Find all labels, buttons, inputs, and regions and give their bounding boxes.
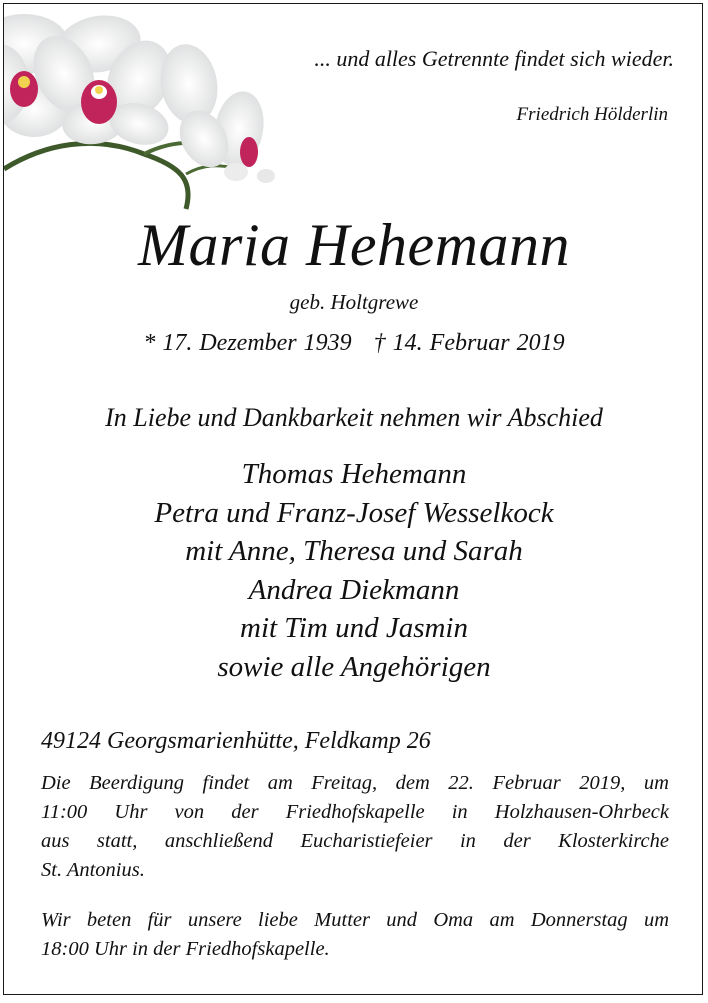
farewell-line: In Liebe und Dankbarkeit nehmen wir Abschied (105, 403, 603, 432)
funeral-notice (41, 769, 669, 885)
death-date: † 14. Februar 2019 (373, 330, 565, 356)
orchid-illustration (4, 4, 294, 219)
deceased-name: Maria Hehemann (138, 212, 570, 278)
mourner-line: mit Anne, Theresa und Sarah (185, 535, 523, 567)
obituary-card (3, 3, 703, 995)
mourner-line: Petra und Franz-Josef Wesselkock (154, 496, 554, 529)
mourner-line: Thomas Hehemann (241, 458, 467, 490)
prayer-notice-line: Wir beten für unsere liebe Mutter und Oma am Donnerstag um (41, 909, 669, 931)
funeral-notice-line: aus statt, anschließend Eucharistiefeier in der Klosterkirche (41, 830, 669, 852)
maiden-name: geb. Holtgrewe (289, 290, 419, 314)
funeral-notice-line: 11:00 Uhr von der Friedhofskapelle in Holzhausen-Ohrbeck (41, 801, 669, 823)
birth-date: * 17. Dezember 1939 (143, 330, 352, 356)
funeral-notice-line: Die Beerdigung findet am Freitag, dem 22. Februar 2019, um (41, 772, 669, 794)
mourner-line: mit Tim und Jasmin (240, 612, 468, 644)
funeral-notice-line: St. Antonius. (41, 859, 145, 881)
life-dates (4, 330, 703, 357)
quote-author: Friedrich Hölderlin (516, 104, 668, 125)
prayer-notice (41, 906, 669, 964)
mourner-line: sowie alle Angehörigen (217, 650, 491, 683)
mourner-line: Andrea Diekmann (248, 573, 460, 606)
mourners-list (4, 455, 703, 686)
family-address: 49124 Georgsmarienhütte, Feldkamp 26 (41, 728, 431, 754)
prayer-notice-line: 18:00 Uhr in der Friedhofskapelle. (41, 938, 330, 960)
quote-text: ... und alles Getrennte findet sich wieder. (314, 46, 674, 71)
